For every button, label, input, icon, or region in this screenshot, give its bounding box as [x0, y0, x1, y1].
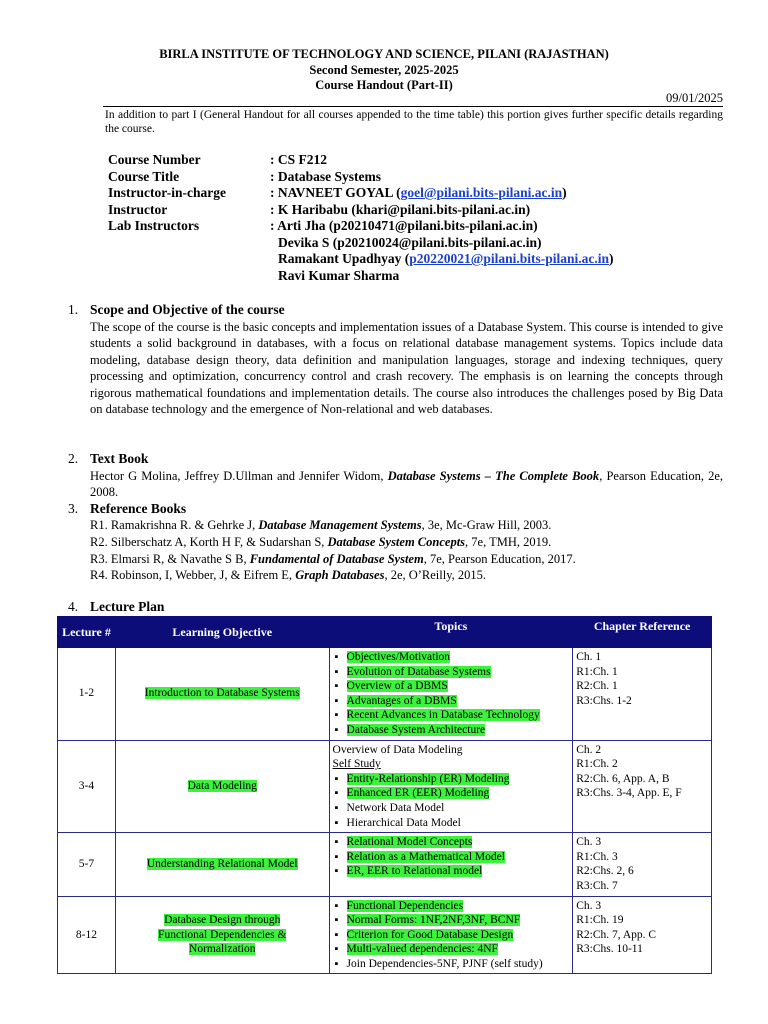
text-book-title: Database Systems – The Complete Book: [387, 469, 600, 483]
section-1-number: 1.: [68, 302, 79, 317]
lab-instructors-label: Lab Instructors: [108, 218, 200, 233]
institute-title: BIRLA INSTITUTE OF TECHNOLOGY AND SCIENCE, PILANI (RAJASTHAN): [159, 47, 609, 61]
course-number-value: : CS F212: [270, 152, 327, 167]
course-number-label: Course Number: [108, 152, 201, 167]
reference-r3: R3. Elmarsi R, & Navathe S B, Fundamental of Database System, 7e, Pearson Education, 2017.: [90, 551, 576, 566]
row-3-objective: Understanding Relational Model: [115, 833, 329, 896]
section-2-title: Text Book: [90, 451, 149, 466]
row-1-lecture: 1-2: [58, 648, 116, 741]
header-objective: Learning Objective: [115, 617, 329, 648]
row-1-chapters: Ch. 1 R1:Ch. 1 R2:Ch. 1 R3:Chs. 1-2: [573, 648, 712, 741]
text-book-authors: Hector G Molina, Jeffrey D.Ullman and Jennifer Widom,: [90, 469, 388, 483]
reference-r2: R2. Silberschatz A, Korth H F, & Sudarshan S, Database System Concepts, 7e, TMH, 2019.: [90, 534, 552, 549]
course-info-block: [108, 152, 614, 284]
row-2-topics: Overview of Data Modeling Self Study ▪ Entity-Relationship (ER) Modeling ▪ Enhanced ER (EER) Modeling ▪ Network Data Model ▪ Hierarchical Data Model: [329, 740, 573, 833]
row-4-lecture: 8-12: [58, 896, 116, 974]
section-1-heading: [68, 302, 285, 318]
table-row: [58, 896, 712, 974]
row-1-topics: ▪ Objectives/Motivation ▪ Evolution of Database Systems ▪ Overview of a DBMS ▪ Advantages of a DBMS ▪ Recent Advances in Database Technology ▪ Database System Architecture: [329, 648, 573, 741]
text-book-publisher: , Pearson Education, 2e, 2008.: [90, 469, 723, 500]
row-3-chapters: Ch. 3 R1:Ch. 3 R2:Chs. 2, 6 R3:Ch. 7: [573, 833, 712, 896]
instructor-in-charge-email-link[interactable]: goel@pilani.bits-pilani.ac.in: [400, 185, 563, 200]
instructor-in-charge-close: ): [562, 185, 567, 200]
lecture-plan-table: [57, 616, 712, 974]
section-3-title: Reference Books: [90, 501, 187, 516]
table-row: [58, 740, 712, 833]
section-1-title: Scope and Objective of the course: [90, 302, 285, 317]
reference-list: [90, 517, 723, 584]
intro-text: In addition to part I (General Handout for all courses appended to the time table) this portion gives further specific details regarding the course.: [105, 109, 723, 135]
row-4-objective: Database Design through Functional Dependencies & Normalization: [115, 896, 329, 974]
section-2-number: 2.: [68, 451, 79, 466]
lab-instructor-3-email-link[interactable]: p20220021@pilani.bits-pilani.ac.in: [409, 251, 610, 266]
reference-r1: R1. Ramakrishna R. & Gehrke J, Database Management Systems, 3e, Mc-Graw Hill, 2003.: [90, 518, 552, 532]
scope-paragraph: The scope of the course is the basic concepts and implementation issues of a Database System. This course is intended to give students a solid background in databases, with a focus on relational database management systems. Topics include data modeling, database design theory, data definition and manipulation languages, storage and indexing techniques, query processing and optimization, concurrency control and crash recovery. The emphasis is on learning the concepts through rigorous mathematical foundations and implementation details. The course also introduces the challenges posed by Big Data on database technology and the emergence of Non-relational and web databases.: [90, 320, 723, 417]
row-2-objective: Data Modeling: [115, 740, 329, 833]
handout-date: 09/01/2025: [666, 91, 723, 105]
course-title-value: : Database Systems: [270, 168, 381, 184]
table-row: [58, 833, 712, 896]
section-4-title: Lecture Plan: [90, 599, 165, 614]
lab-instructor-1: : Arti Jha (p20210471@pilani.bits-pilani.ac.in): [270, 218, 538, 233]
lab-instructor-2: Devika S (p20210024@pilani.bits-pilani.ac.in): [278, 234, 542, 250]
section-2-heading: [68, 451, 148, 467]
section-4-number: 4.: [68, 599, 79, 614]
row-3-lecture: 5-7: [58, 833, 116, 896]
lab-instructor-3-close: ): [609, 251, 614, 266]
row-1-objective: Introduction to Database Systems: [115, 648, 329, 741]
row-4-topics: ▪ Functional Dependencies ▪ Normal Forms: 1NF,2NF,3NF, BCNF ▪ Criterion for Good Database Design ▪ Multi-valued dependencies: 4NF ▪ Join Dependencies-5NF, PJNF (self study): [329, 896, 573, 974]
instructor-label: Instructor: [108, 201, 168, 217]
header-chapter: Chapter Reference: [573, 617, 712, 648]
reference-r4: R4. Robinson, I, Webber, J, & Eifrem E, Graph Databases, 2e, O’Reilly, 2015.: [90, 568, 487, 583]
lab-instructor-4: Ravi Kumar Sharma: [278, 267, 400, 283]
table-row: [58, 648, 712, 741]
row-2-lecture: 3-4: [58, 740, 116, 833]
text-book-entry: [90, 468, 723, 501]
row-4-chapters: Ch. 3 R1:Ch. 19 R2:Ch. 7, App. C R3:Chs. 10-11: [573, 896, 712, 974]
semester-title: Second Semester, 2025-2025: [309, 63, 459, 77]
header-topics: Topics: [329, 617, 573, 648]
section-3-number: 3.: [68, 501, 79, 516]
section-3-heading: [68, 501, 186, 517]
row-3-topics: ▪ Relational Model Concepts ▪ Relation as a Mathematical Model ▪ ER, EER to Relational model: [329, 833, 573, 896]
header-lecture: Lecture #: [58, 617, 116, 648]
handout-title: Course Handout (Part-II): [315, 78, 453, 92]
header-divider: [103, 106, 723, 107]
lab-instructor-3-name: Ramakant Upadhyay (: [278, 251, 410, 266]
course-title-label: Course Title: [108, 168, 180, 184]
instructor-in-charge-label: Instructor-in-charge: [108, 185, 226, 200]
instructor-in-charge-name: : NAVNEET GOYAL (: [270, 185, 401, 200]
instructor-value: : K Haribabu (khari@pilani.bits-pilani.ac.in): [270, 201, 531, 217]
table-header-row: [58, 617, 712, 648]
row-2-chapters: Ch. 2 R1:Ch. 2 R2:Ch. 6, App. A, B R3:Chs. 3-4, App. E, F: [573, 740, 712, 833]
section-4-heading: [68, 599, 164, 615]
